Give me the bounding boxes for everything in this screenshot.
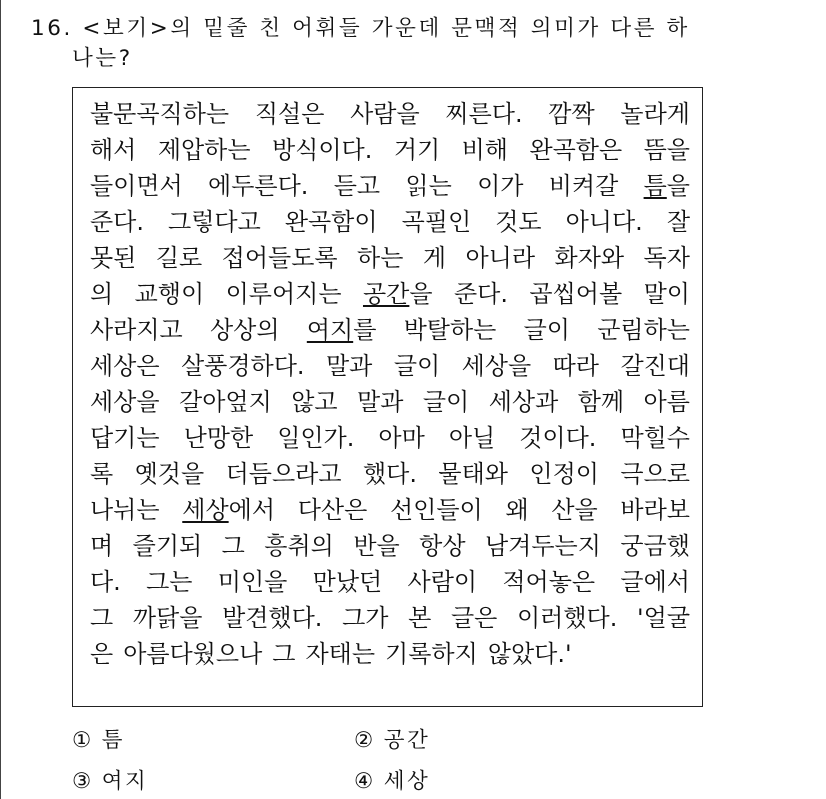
passage-word: 다.	[90, 568, 121, 596]
choice-4[interactable]	[354, 767, 430, 797]
passage-word: 화자와	[554, 244, 625, 272]
passage-word: 여지를	[306, 316, 377, 344]
passage-word: 곱씹어볼	[529, 280, 623, 308]
passage-word: 세상을	[90, 388, 160, 416]
passage-word: 막힐수	[620, 424, 690, 452]
passage-line	[90, 171, 690, 201]
passage-line	[90, 459, 690, 489]
choice-3[interactable]	[72, 767, 148, 797]
passage-line	[90, 207, 690, 237]
passage-line	[90, 243, 690, 273]
passage-word: 완곡함은	[529, 136, 623, 164]
passage-word: 세상과	[488, 388, 559, 416]
passage-word: 거기	[393, 136, 441, 164]
passage-word: 난망한	[183, 424, 254, 452]
passage-word: 아마	[378, 424, 425, 452]
passage-word: 것이다.	[519, 424, 597, 452]
passage-word: 잘	[666, 208, 690, 236]
passage-word: 교행이	[134, 280, 205, 308]
passage-word: 만났던	[312, 568, 383, 596]
passage-word: 말이	[643, 280, 690, 308]
underlined-word-sesang: 세상	[182, 496, 229, 524]
passage-word: 세상을	[461, 352, 532, 380]
passage-word: 따라	[552, 352, 599, 380]
passage-word: 사람이	[407, 568, 478, 596]
passage-word: 궁금했	[620, 532, 690, 560]
choice-label: 틈	[101, 728, 126, 753]
passage-word: 다산은	[297, 496, 368, 524]
passage-word: 이러했다.	[517, 604, 618, 632]
passage-word: 글에서	[620, 568, 690, 596]
passage-word: '얼굴	[637, 604, 690, 632]
passage-line	[90, 495, 690, 525]
passage-word: 준다.	[90, 208, 144, 236]
choice-number: ②	[354, 728, 376, 753]
passage-word: 옛것을	[134, 460, 205, 488]
passage-word: 함께	[577, 388, 625, 416]
passage-word: 제압하는	[157, 136, 251, 164]
passage-word: 곡필인	[401, 208, 472, 236]
passage-word: 왜	[505, 496, 529, 524]
passage-word: 놀라게	[620, 100, 690, 128]
passage-word: 나뉘는	[90, 496, 160, 524]
choice-number: ③	[72, 769, 94, 794]
passage-word: 비해	[461, 136, 508, 164]
passage-word: 않았다.'	[487, 640, 572, 668]
passage-line	[90, 423, 690, 453]
passage-line	[90, 315, 690, 345]
passage-word: 길로	[155, 244, 203, 272]
choice-2[interactable]	[354, 726, 430, 756]
passage-word: 반을	[353, 532, 400, 560]
passage-word: 기록하지	[385, 640, 478, 668]
passage-word: 독자	[643, 244, 690, 272]
passage-word: 아름	[643, 388, 690, 416]
passage-word: 게	[422, 244, 447, 272]
passage-word: 뜸을	[643, 136, 690, 164]
passage-word: 그는	[146, 568, 193, 596]
passage-word: 일인가.	[277, 424, 355, 452]
passage-line	[90, 135, 690, 165]
passage-word: 아닐	[448, 424, 496, 452]
passage-line	[90, 387, 690, 417]
passage-word: 즐기되	[132, 532, 203, 560]
passage-word: 글이	[523, 316, 570, 344]
underlined-word-gonggan: 공간	[362, 280, 410, 308]
passage-word: 해서	[90, 136, 137, 164]
passage-word: 공간을	[362, 280, 433, 308]
passage-word: 그	[221, 532, 245, 560]
passage-line	[90, 351, 690, 381]
question-text-line2: 나는?	[72, 46, 133, 71]
passage-word: 완곡함이	[284, 208, 378, 236]
passage-word: 남겨두는지	[484, 532, 601, 560]
passage-word: 못된	[90, 244, 137, 272]
passage-word: 갈진대	[620, 352, 690, 380]
passage-word: 군림하는	[597, 316, 690, 344]
passage-word: 록	[90, 460, 114, 488]
passage-word: 그	[272, 640, 296, 668]
passage-word: 흥취의	[264, 532, 334, 560]
passage-line	[90, 531, 690, 561]
passage-word: 틈을	[643, 172, 690, 200]
passage-word: 며	[90, 532, 114, 560]
underlined-word-teum: 틈	[643, 172, 667, 200]
passage-word: 세상은	[90, 352, 160, 380]
passage-word: 살풍경하다.	[181, 352, 305, 380]
passage-line	[90, 567, 690, 597]
passage-word: 산을	[551, 496, 598, 524]
choice-label: 세상	[383, 769, 431, 794]
passage-word: 물태와	[438, 460, 508, 488]
passage-word: 접어들도록	[221, 244, 338, 272]
choice-1[interactable]	[72, 726, 125, 756]
underlined-word-yeoji: 여지	[306, 316, 354, 344]
passage-word: 에두른다.	[208, 172, 309, 200]
left-border	[0, 0, 1, 799]
passage-word: 의	[90, 280, 114, 308]
question-text-line1: 16. <보기>의 밑줄 친 어휘들 가운데 문맥적 의미가 다른 하	[31, 16, 690, 41]
passage-word: 글은	[450, 604, 498, 632]
passage-word: 것도	[495, 208, 542, 236]
passage-word: 상상의	[210, 316, 280, 344]
passage-word: 읽는	[405, 172, 452, 200]
passage-word: 듣고	[333, 172, 381, 200]
passage-word: 이루어지는	[225, 280, 342, 308]
passage-word: 까닭을	[132, 604, 203, 632]
passage-word: 말과	[326, 352, 373, 380]
passage-word: 아름다웠으나	[123, 640, 263, 668]
passage-word: 했다.	[362, 460, 417, 488]
passage-word: 들이면서	[90, 172, 183, 200]
passage-line	[90, 639, 690, 669]
passage-word: 방식이다.	[272, 136, 373, 164]
passage-word: 극으로	[620, 460, 690, 488]
passage-word: 비켜갈	[548, 172, 619, 200]
choice-number: ④	[354, 769, 376, 794]
passage-word: 인정이	[529, 460, 599, 488]
passage-line	[90, 279, 690, 309]
passage-word: 발견했다.	[222, 604, 323, 632]
choice-label: 여지	[101, 769, 149, 794]
passage-word: 은	[90, 640, 114, 668]
passage-word: 이가	[477, 172, 524, 200]
passage-word: 않고	[291, 388, 338, 416]
passage-word: 아니라	[465, 244, 536, 272]
passage-word: 그	[90, 604, 114, 632]
passage-word: 세상에서	[182, 496, 276, 524]
passage-word: 미인을	[217, 568, 288, 596]
choice-number: ①	[72, 728, 94, 753]
passage-word: 답기는	[90, 424, 160, 452]
passage-line	[90, 99, 690, 129]
passage-word: 하는	[357, 244, 404, 272]
passage-word: 글이	[393, 352, 441, 380]
passage-word: 본	[408, 604, 432, 632]
passage-word: 자태는	[305, 640, 376, 668]
passage-word: 깜짝	[548, 100, 595, 128]
passage-word: 갈아엎지	[179, 388, 272, 416]
passage-word: 글이	[422, 388, 470, 416]
passage-word: 준다.	[453, 280, 508, 308]
passage-word: 적어놓은	[502, 568, 596, 596]
passage-word: 직설은	[254, 100, 325, 128]
choice-label: 공간	[383, 728, 431, 753]
passage-line	[90, 603, 690, 633]
passage-word: 선인들이	[389, 496, 483, 524]
passage-word: 바라보	[620, 496, 690, 524]
passage-word: 그렇다고	[168, 208, 261, 236]
passage-word: 더듬으라고	[225, 460, 342, 488]
passage-word: 박탈하는	[403, 316, 497, 344]
passage-word: 사라지고	[90, 316, 183, 344]
passage-word: 항상	[419, 532, 466, 560]
passage-word: 불문곡직하는	[90, 100, 230, 128]
passage-word: 찌른다.	[445, 100, 523, 128]
passage-word: 말과	[357, 388, 404, 416]
passage-word: 사람을	[350, 100, 420, 128]
passage-word: 그가	[342, 604, 389, 632]
passage-word: 아니다.	[565, 208, 643, 236]
